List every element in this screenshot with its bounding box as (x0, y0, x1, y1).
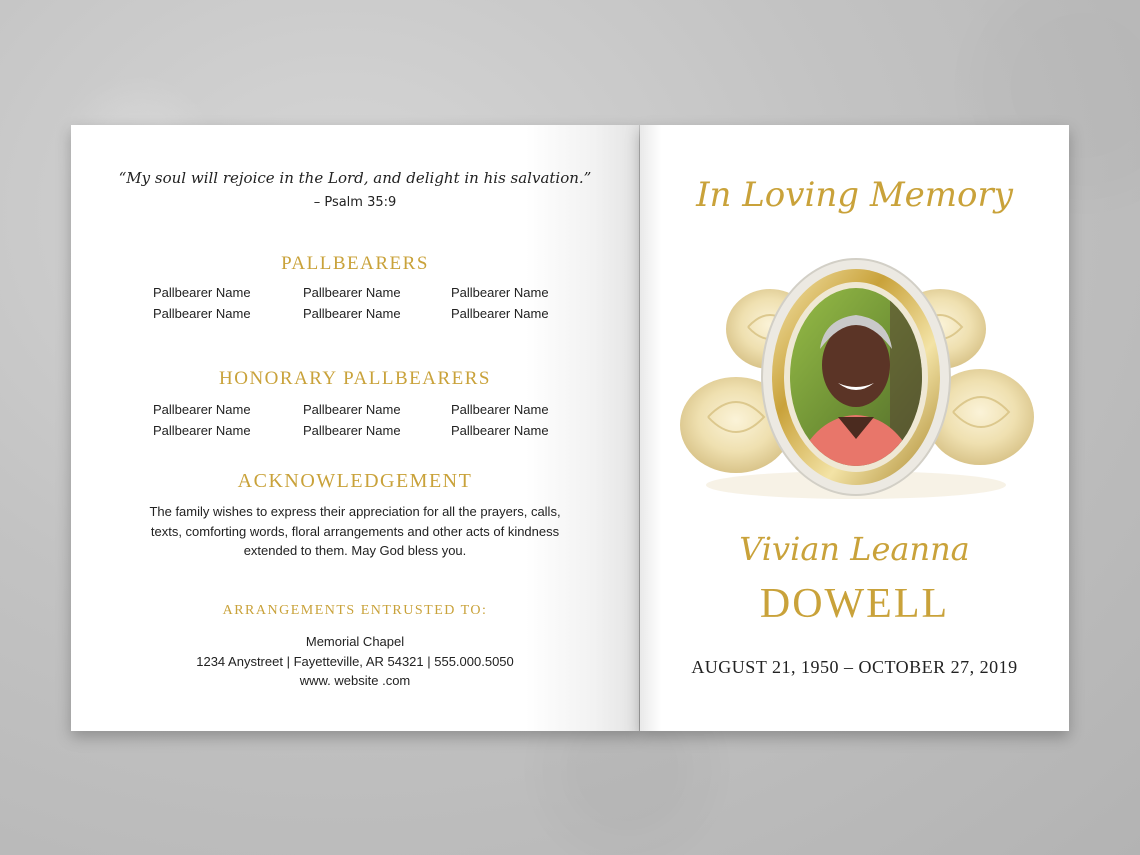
honorary-pallbearer-name: Pallbearer Name (303, 402, 401, 417)
life-dates: AUGUST 21, 1950 – OCTOBER 27, 2019 (691, 657, 1018, 677)
honorary-pallbearer-name: Pallbearer Name (303, 423, 401, 438)
acknowledgement-heading: ACKNOWLEDGEMENT (237, 470, 473, 492)
honorary-pallbearer-name: Pallbearer Name (451, 402, 549, 417)
pallbearer-name: Pallbearer Name (451, 285, 549, 300)
pallbearers-heading: PALLBEARERS (281, 253, 429, 274)
chapel-address: 1234 Anystreet | Fayetteville, AR 54321 | 555.000.5050 (196, 653, 514, 669)
honorary-pallbearers-list (153, 402, 573, 438)
in-loving-memory-title: In Loving Memory (696, 175, 1013, 215)
arrangements-heading: ARRANGEMENTS ENTRUSTED TO: (222, 603, 488, 618)
honorary-pallbearer-name: Pallbearer Name (153, 402, 251, 417)
pallbearers-list (153, 285, 573, 321)
arrangements-block (71, 632, 639, 691)
pallbearer-name: Pallbearer Name (153, 285, 251, 300)
pallbearer-name: Pallbearer Name (303, 285, 401, 300)
last-name: DOWELL (759, 581, 950, 627)
pallbearer-name: Pallbearer Name (153, 306, 251, 321)
scripture-reference: – Psalm 35:9 (313, 195, 397, 210)
first-middle-name: Vivian Leanna (739, 530, 970, 568)
honorary-pallbearer-name: Pallbearer Name (153, 423, 251, 438)
portrait-frame (678, 257, 1034, 507)
right-page (640, 125, 1069, 731)
left-page (71, 125, 639, 731)
honorary-pallbearers-heading: HONORARY PALLBEARERS (219, 368, 491, 389)
pallbearer-name: Pallbearer Name (451, 306, 549, 321)
scripture-quote: “My soul will rejoice in the Lord, and delight in his salvation.” (118, 169, 592, 187)
acknowledgement-text: The family wishes to express their appreciation for all the prayers, calls, texts, comforting words, floral arrangements and other acts of kindness extended to them. May God bless you. (149, 504, 561, 558)
pallbearer-name: Pallbearer Name (303, 306, 401, 321)
honorary-pallbearer-name: Pallbearer Name (451, 423, 549, 438)
chapel-website: www. website .com (299, 673, 411, 688)
chapel-name: Memorial Chapel (305, 634, 405, 649)
